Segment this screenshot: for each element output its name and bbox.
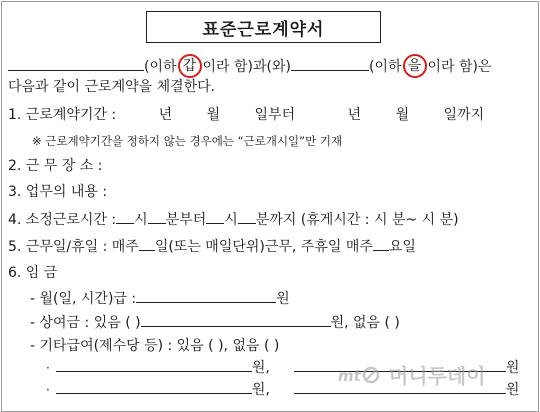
wage-monthly [30, 289, 290, 308]
item-contract-period [8, 106, 484, 124]
start-minute-blank[interactable] [148, 210, 166, 224]
hour-unit: 시 [134, 212, 148, 228]
monthly-wage-label: - 월(일, 시간)급 : [30, 291, 137, 307]
won-unit-3: 원, [251, 382, 270, 398]
end-day: 일까지 [443, 107, 485, 123]
won-unit-2: 원 [505, 360, 520, 376]
intro-text-2: 이라 함)과(와) [202, 59, 291, 75]
other-wage-3-blank[interactable] [56, 380, 252, 394]
won-unit-4: 원 [505, 382, 520, 398]
working-hours-label: 4. 소정근로시간 : [8, 212, 117, 228]
svg-text:mt: mt [338, 367, 361, 385]
end-hour-blank[interactable] [206, 210, 224, 224]
end-minute-blank[interactable] [238, 210, 256, 224]
item-workdays [8, 237, 416, 256]
start-month: 월 [206, 107, 221, 123]
item-job-description: 3. 업무의 내용 : [8, 184, 108, 200]
start-day: 일부터 [254, 107, 296, 123]
end-year: 년 [347, 107, 362, 123]
bonus-label: - 상여금 : 있음 ( ) [30, 315, 141, 331]
watermark [338, 360, 486, 391]
watermark-logo-icon [338, 364, 382, 391]
item-wages: 6. 임 금 [8, 265, 58, 281]
intro-text-1: (이하 [144, 59, 177, 75]
from-text: 분부터 [165, 212, 207, 228]
bonus-none-text: 원, 없음 ( ) [330, 315, 400, 331]
contract-period-note: ※ 근로계약기간을 정하지 않는 경우에는 “근로개시일”만 기재 [32, 134, 343, 148]
workdays-label: 5. 근무일/휴일 : 매주 [8, 239, 139, 255]
employee-blank[interactable] [291, 57, 369, 71]
intro-text-3: (이하 [368, 59, 402, 75]
other-wage-1-blank[interactable] [56, 358, 252, 372]
bonus-amount-blank[interactable] [141, 313, 331, 327]
watermark-text: 머니투데이 [388, 364, 486, 388]
employer-blank[interactable] [8, 57, 144, 71]
wage-other: - 기타급여(제수당 등) : 있음 ( ), 없음 ( ) [30, 338, 280, 354]
intro-text-4: 이라 함)은 [427, 59, 492, 75]
start-hour-blank[interactable] [116, 210, 134, 224]
start-year: 년 [158, 107, 173, 123]
intro-line-2: 다음과 같이 근로계약을 체결한다. [8, 79, 216, 95]
won-unit: 원 [276, 291, 290, 307]
intro-line-1 [8, 55, 492, 79]
bullet-dot: · [46, 361, 50, 375]
hour-unit-2: 시 [224, 212, 238, 228]
workdays-text: 일(또는 매일단위)근무, 주휴일 매주 [154, 239, 373, 255]
weekday-text: 요일 [388, 239, 416, 255]
document-title: 표준근로계약서 [146, 11, 381, 43]
item-workplace: 2. 근 무 장 소 : [8, 158, 103, 174]
until-break-text: 분까지 (휴게시간 : 시 분~ 시 분) [255, 212, 459, 228]
contract-period-label: 1. 근로계약기간 : [8, 107, 117, 123]
monthly-wage-blank[interactable] [136, 289, 276, 303]
days-per-week-blank[interactable] [139, 237, 155, 251]
end-month: 월 [395, 107, 410, 123]
weekly-holiday-blank[interactable] [373, 237, 389, 251]
eul-circled: 을 [403, 54, 427, 78]
wage-bonus [30, 313, 400, 332]
bullet-dot: · [46, 383, 50, 397]
won-unit-1: 원, [251, 360, 270, 376]
item-working-hours [8, 210, 459, 229]
gap-circled: 갑 [178, 54, 202, 78]
